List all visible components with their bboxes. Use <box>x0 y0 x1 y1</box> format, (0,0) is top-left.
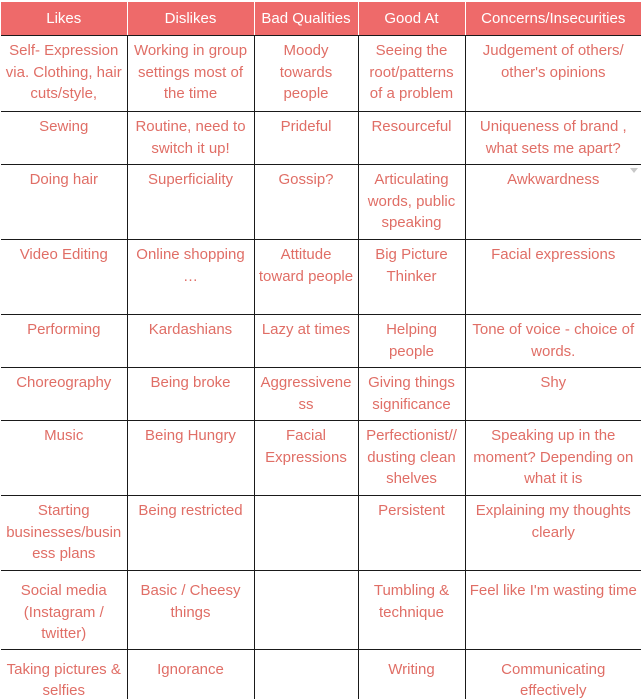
table-cell[interactable]: Aggressiveness <box>254 368 358 421</box>
table-row <box>1 240 641 315</box>
table-cell[interactable] <box>254 496 358 571</box>
table-cell[interactable]: Being Hungry <box>127 421 254 496</box>
header-likes[interactable]: Likes <box>1 2 127 36</box>
table-cell[interactable]: Self- Expression via. Clothing, hair cuts/style, <box>1 36 127 112</box>
table-cell[interactable]: Music <box>1 421 127 496</box>
table-cell[interactable]: Persistent <box>358 496 465 571</box>
table-row <box>1 496 641 571</box>
table-cell[interactable]: Starting businesses/business plans <box>1 496 127 571</box>
table-cell[interactable]: Kardashians <box>127 315 254 368</box>
table-row <box>1 649 641 699</box>
table-cell[interactable]: Articulating words, public speaking <box>358 165 465 240</box>
table-cell[interactable]: Lazy at times <box>254 315 358 368</box>
table-row <box>1 112 641 165</box>
table-cell[interactable]: Perfectionist// dusting clean shelves <box>358 421 465 496</box>
table-cell[interactable]: Moody towards people <box>254 36 358 112</box>
table-cell[interactable]: Video Editing <box>1 240 127 315</box>
table-cell[interactable]: Working in group settings most of the time <box>127 36 254 112</box>
table-cell[interactable]: Attitude toward people <box>254 240 358 315</box>
header-good-at[interactable]: Good At <box>358 2 465 36</box>
header-bad-qualities[interactable]: Bad Qualities <box>254 2 358 36</box>
preferences-table <box>1 2 641 699</box>
table-cell[interactable]: Giving things significance <box>358 368 465 421</box>
table-cell[interactable]: Ignorance <box>127 649 254 699</box>
table-row <box>1 421 641 496</box>
dropdown-arrow-icon[interactable] <box>630 168 638 173</box>
table-cell[interactable]: Social media (Instagram / twitter) <box>1 571 127 650</box>
table-row <box>1 36 641 112</box>
table-cell[interactable]: Uniqueness of brand , what sets me apart? <box>465 112 641 165</box>
table-cell[interactable]: Speaking up in the moment? Depending on what it is <box>465 421 641 496</box>
table-cell[interactable]: Gossip? <box>254 165 358 240</box>
header-dislikes[interactable]: Dislikes <box>127 2 254 36</box>
table-cell[interactable]: Tone of voice - choice of words. <box>465 315 641 368</box>
table-row <box>1 315 641 368</box>
table-cell[interactable]: Facial Expressions <box>254 421 358 496</box>
table-cell[interactable]: Sewing <box>1 112 127 165</box>
table-cell[interactable]: Shy <box>465 368 641 421</box>
table-cell[interactable]: Communicating effectively <box>465 649 641 699</box>
table-cell[interactable] <box>254 571 358 650</box>
table-cell[interactable]: Tumbling & technique <box>358 571 465 650</box>
table-cell[interactable]: Judgement of others/ other's opinions <box>465 36 641 112</box>
table-cell[interactable]: Being restricted <box>127 496 254 571</box>
table-cell[interactable]: Resourceful <box>358 112 465 165</box>
table-row <box>1 165 641 240</box>
table-cell[interactable]: Superficiality <box>127 165 254 240</box>
table-cell[interactable]: Helping people <box>358 315 465 368</box>
table-row <box>1 368 641 421</box>
header-concerns-insecurities[interactable]: Concerns/Insecurities <box>465 2 641 36</box>
table-cell[interactable]: Facial expressions <box>465 240 641 315</box>
table-cell[interactable]: Big Picture Thinker <box>358 240 465 315</box>
table-cell[interactable]: Explaining my thoughts clearly <box>465 496 641 571</box>
table-cell[interactable]: Online shopping … <box>127 240 254 315</box>
table-cell[interactable]: Performing <box>1 315 127 368</box>
table-cell[interactable]: Doing hair <box>1 165 127 240</box>
table-cell[interactable]: Prideful <box>254 112 358 165</box>
table-cell[interactable]: Feel like I'm wasting time <box>465 571 641 650</box>
table-cell[interactable]: Writing <box>358 649 465 699</box>
table-cell[interactable]: Awkwardness <box>465 165 641 240</box>
table-row <box>1 571 641 650</box>
table-cell[interactable]: Taking pictures & selfies <box>1 649 127 699</box>
table-cell[interactable]: Being broke <box>127 368 254 421</box>
header-row <box>1 2 641 36</box>
table-cell[interactable]: Seeing the root/patterns of a problem <box>358 36 465 112</box>
table-cell[interactable]: Routine, need to switch it up! <box>127 112 254 165</box>
table-cell[interactable] <box>254 649 358 699</box>
table-cell[interactable]: Basic / Cheesy things <box>127 571 254 650</box>
table-cell[interactable]: Choreography <box>1 368 127 421</box>
